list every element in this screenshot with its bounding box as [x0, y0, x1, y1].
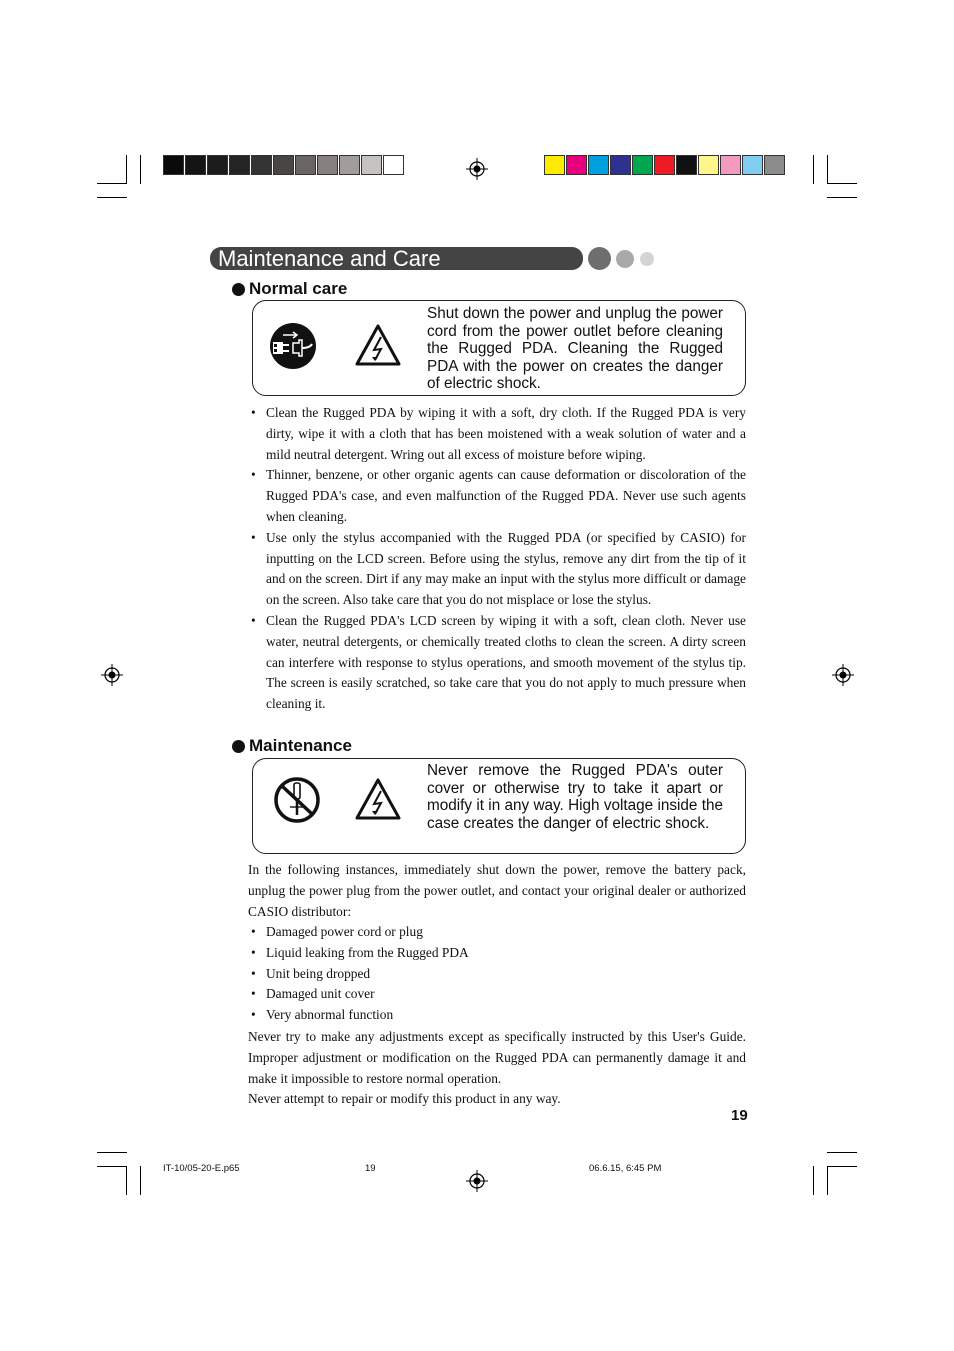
color-swatch [566, 155, 587, 175]
registration-mark-icon [832, 664, 854, 686]
list-item: • Clean the Rugged PDA by wiping it with a soft, dry cloth. If the Rugged PDA is very dirty, wipe it with a cloth that has been moistened with a weak solution of water and a mild neutral detergent. Wring out all excess of moisture before wiping. [248, 403, 746, 465]
electric-shock-warning-icon [354, 323, 402, 367]
crop-mark [126, 1166, 127, 1195]
warning-text: Never remove the Rugged PDA's outer cover or otherwise try to take it apart or modify it in any way. High voltage inside the case creates the danger of electric shock. [427, 762, 723, 832]
color-swatch [207, 155, 228, 175]
crop-mark [126, 155, 127, 184]
color-swatch [720, 155, 741, 175]
title-decoration-dot [616, 250, 634, 268]
crop-mark [827, 1166, 857, 1167]
crop-mark [140, 155, 141, 184]
crop-mark [813, 1166, 814, 1195]
color-swatch [383, 155, 404, 175]
color-swatch [361, 155, 382, 175]
color-swatch [273, 155, 294, 175]
maintenance-closing: Never attempt to repair or modify this product in any way. [248, 1091, 561, 1106]
color-swatch [654, 155, 675, 175]
page-title: Maintenance and Care [218, 246, 441, 271]
color-swatch [229, 155, 250, 175]
color-swatch [632, 155, 653, 175]
color-swatch [317, 155, 338, 175]
grayscale-color-bar [163, 155, 405, 175]
crop-mark [813, 155, 814, 184]
crop-mark [827, 1166, 828, 1195]
crop-mark [827, 155, 828, 184]
color-swatch [742, 155, 763, 175]
color-swatch [251, 155, 272, 175]
section-bullet-icon [232, 283, 245, 296]
color-swatch [764, 155, 785, 175]
color-swatch [588, 155, 609, 175]
list-item: • Damaged unit cover [248, 984, 746, 1005]
unplug-icon [267, 321, 319, 371]
title-decoration-dot [588, 247, 611, 270]
list-item: • Clean the Rugged PDA's LCD screen by wiping it with a soft, clean cloth. Never use water, neutral detergents, or chemically treated cloths to clean the screen. A dirty screen can interfere with response to stylus operations, and smooth movement of the stylus tip. The screen is easily scratched, so take care that you do not apply to much pressure when cleaning it. [248, 611, 746, 715]
warning-text: Shut down the power and unplug the power cord from the power outlet before cleaning the Rugged PDA. Cleaning the Rugged PDA with the power on creates the danger of electric shock. [427, 305, 723, 393]
list-item: • Damaged power cord or plug [248, 922, 746, 943]
list-item: • Very abnormal function [248, 1005, 746, 1026]
color-swatch [163, 155, 184, 175]
section-heading-normal-care [232, 279, 347, 299]
crop-mark [97, 1152, 127, 1153]
crop-mark [827, 197, 857, 198]
registration-mark-icon [466, 158, 488, 180]
normal-care-list [248, 403, 746, 715]
color-swatch [339, 155, 360, 175]
color-swatch [698, 155, 719, 175]
section-heading-maintenance [232, 736, 352, 756]
footer-page: 19 [365, 1163, 376, 1174]
crop-mark [827, 1152, 857, 1153]
section-bullet-icon [232, 740, 245, 753]
registration-mark-icon [466, 1170, 488, 1192]
color-swatch [185, 155, 206, 175]
crop-mark [827, 183, 857, 184]
color-swatch [676, 155, 697, 175]
list-item: • Thinner, benzene, or other organic agents can cause deformation or discoloration of the Rugged PDA's case, and even malfunction of the Rugged PDA. Never use such agents when cleaning. [248, 465, 746, 527]
no-disassembly-icon [272, 775, 322, 825]
list-item: • Use only the stylus accompanied with the Rugged PDA (or specified by CASIO) for inputting on the LCD screen. Before using the stylus, remove any dirt from the tip of it and on the screen. Dirt if any may make an input with the stylus more difficult or damage on the screen. Also take care that you do not misplace or lose the stylus. [248, 528, 746, 611]
color-swatch [295, 155, 316, 175]
crop-mark [140, 1166, 141, 1195]
footer-filename: IT-10/05-20-E.p65 [163, 1163, 240, 1174]
color-swatch [610, 155, 631, 175]
crop-mark [97, 183, 127, 184]
electric-shock-warning-icon [354, 777, 402, 821]
registration-mark-icon [101, 664, 123, 686]
maintenance-instances-list [248, 922, 746, 1026]
crop-mark [97, 197, 127, 198]
maintenance-intro: In the following instances, immediately shut down the power, remove the battery pack, unplug the power plug from the power outlet, and contact your original dealer or authorized CASIO distributor: [248, 862, 746, 919]
page-number: 19 [731, 1107, 748, 1124]
color-swatch [544, 155, 565, 175]
section-heading-text: Maintenance [249, 736, 352, 755]
process-color-bar [544, 155, 786, 175]
crop-mark [97, 1166, 127, 1167]
list-item: • Unit being dropped [248, 964, 746, 985]
list-item: • Liquid leaking from the Rugged PDA [248, 943, 746, 964]
title-decoration-dot [640, 252, 654, 266]
footer-timestamp: 06.6.15, 6:45 PM [589, 1163, 662, 1174]
section-heading-text: Normal care [249, 279, 348, 298]
maintenance-closing: Never try to make any adjustments except as specifically instructed by this User's Guide. Improper adjustment or modification on the Rugged PDA can permanently damage it and make it impossible to restore normal operation. [248, 1029, 746, 1086]
